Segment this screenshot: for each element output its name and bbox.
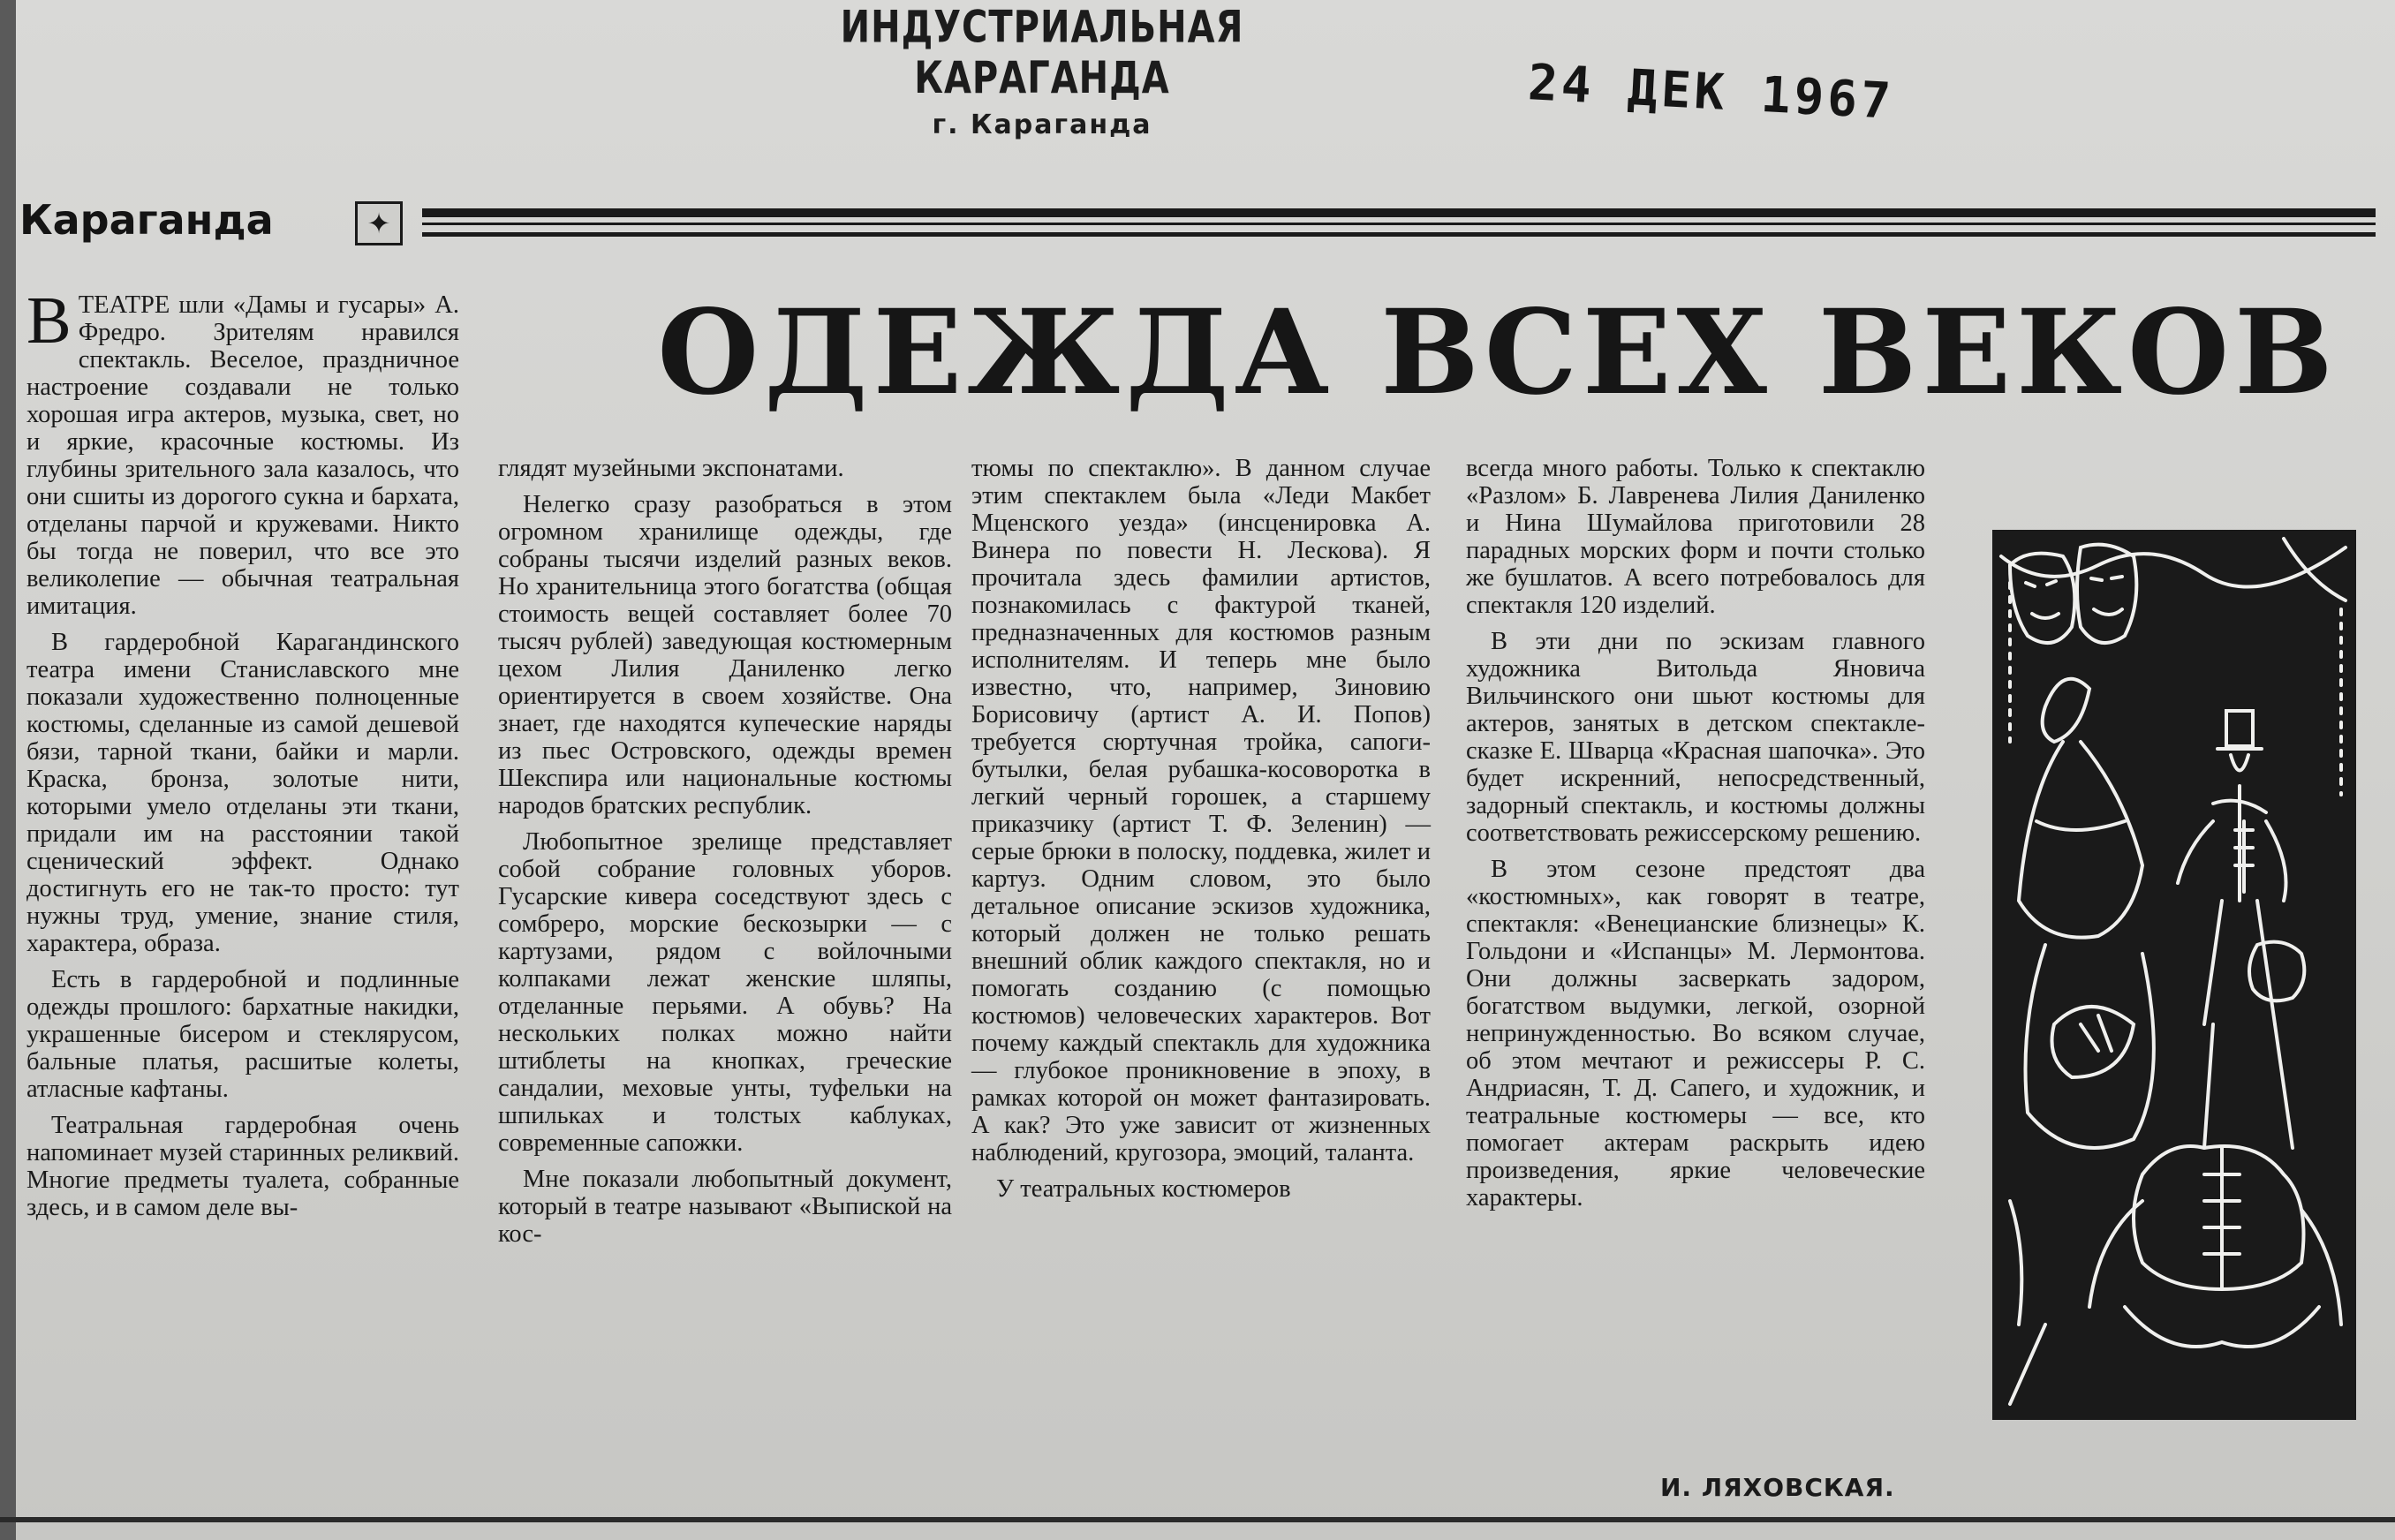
theater-costume-sketch-icon bbox=[1992, 530, 2356, 1420]
article-column-1 bbox=[26, 283, 459, 1230]
costume-illustration bbox=[1992, 530, 2356, 1420]
header-rule bbox=[422, 208, 2376, 237]
masthead-stamp bbox=[777, 2, 1307, 140]
article-headline: ОДЕЖДА ВСЕХ ВЕКОВ bbox=[657, 284, 2338, 421]
paragraph: В гардеробной Карагандинского театра имени Станиславского мне показали художественно полноценные костюмы, сделанные из самой дешевой бязи, тарной ткани, байки и марли. Краска, бронза, золотые нити, которыми умело отделаны эти ткани, придали им на расстоянии такой сценический эффект. Однако достигнуть его не так-то просто: тут нужны труд, умение, знание стиля, характера, образа. bbox=[26, 629, 459, 957]
paragraph: всегда много работы. Только к спектаклю «Разлом» Б. Лавренева Лилия Даниленко и Нина Шумайлова приготовили 28 парадных морских форм и почти столько же бушлатов. А всего потребовалось для спектакля 120 изделий. bbox=[1466, 455, 1925, 619]
paragraph: глядят музейными экспонатами. bbox=[498, 455, 844, 482]
star-emblem-icon: ✦ bbox=[355, 201, 403, 245]
rubric-label: Караганда bbox=[19, 196, 274, 244]
paragraph: Есть в гардеробной и подлинные одежды прошлого: бархатные накидки, украшенные бисером и стеклярусом, бальные платья, расшитые колеты, атласные кафтаны. bbox=[26, 966, 459, 1103]
article-column-2 bbox=[498, 455, 952, 1257]
article-column-3 bbox=[971, 455, 1431, 1212]
paragraph: В эти дни по эскизам главного художника Витольда Яновича Вильчинского они шьют костюмы для актеров, занятых в детском спектакле-сказке Е. Шварца «Красная шапочка». Это будет искренний, непосредственный, задорный спектакль, и костюмы должны соответствовать режиссерскому решению. bbox=[1466, 628, 1925, 847]
newspaper-name: ИНДУСТРИАЛЬНАЯ КАРАГАНДА bbox=[840, 2, 1244, 104]
paragraph: Любопытное зрелище представляет собой собрание головных уборов. Гусарские кивера соседствуют здесь с сомбреро, морские бескозырки — с картузами, рядом с войлочными колпаками лежат женские шляпы, отделанные перьями. А обувь? На нескольких полках можно найти штиблеты на кнопках, греческие сандалии, меховые унты, туфельки на шпильках и толстых каблуках, современные сапожки. bbox=[498, 828, 952, 1157]
paragraph: Театральная гардеробная очень напоминает музей старинных реликвий. Многие предметы туалета, собранные здесь, и в самом деле вы- bbox=[26, 1112, 459, 1221]
newspaper-city: г. Караганда bbox=[932, 109, 1152, 140]
date-stamp: 24 ДЕК 1967 bbox=[1526, 54, 1896, 131]
paragraph: У театральных костюмеров bbox=[996, 1175, 1291, 1203]
bottom-edge bbox=[0, 1517, 2395, 1522]
article-column-4 bbox=[1466, 455, 1925, 1220]
paragraph: В этом сезоне предстоят два «костюмных», как говорят в театре, спектакля: «Венецианские близнецы» К. Гольдони и «Испанцы» М. Лермонтова. Они должны засверкать задором, богатством выдумки, легкой, озорной непринужденностью. Во всяком случае, об этом мечтают и режиссеры Р. С. Андриасян, Т. Д. Сапего, и художник, и театральные костюмеры — все, кто помогает актерам раскрыть идею произведения, яркие человеческие характеры. bbox=[1466, 856, 1925, 1212]
author-signature: И. ЛЯХОВСКАЯ. bbox=[1660, 1473, 1895, 1502]
paragraph: ТЕАТРЕ шли «Дамы и гусары» А. Фредро. Зрителям нравился спектакль. Веселое, праздничное настроение создавали не только хорошая игра актеров, музыка, свет, но и яркие, красочные костюмы. Из глубины зрительного зала казалось, что они сшиты из дорогого сукна и бархата, отделаны парчой и кружевами. Никто бы тогда не поверил, что все это великолепие — обычная театральная имитация. bbox=[26, 291, 459, 620]
paragraph: тюмы по спектаклю». В данном случае этим спектаклем была «Леди Макбет Мценского уезда» (инсценировка А. Винера по повести Н. Лескова). Я прочитала здесь фамилии артистов, познакомилась с фактурой тканей, предназначенных для костюмов разным исполнителям. И теперь мне было известно, что, например, Зиновию Борисовичу (артист А. И. Попов) требуется сюртучная тройка, сапоги-бутылки, белая рубашка-косоворотка в легкий черный горошек, а старшему приказчику (артист Т. Ф. Зеленин) — серые брюки в полоску, поддевка, жилет и картуз. Одним словом, это было детальное описание эскизов художника, который должен не только решать внешний облик каждого спектакля, но и помогать созданию (с помощью костюмов) человеческих характеров. Вот почему каждый спектакль для художника — глубокое проникновение в эпоху, в рамках которой он может фантазировать. А как? Это уже зависит от жизненных наблюдений, кругозора, эмоций, таланта. bbox=[971, 455, 1431, 1166]
drop-cap: В bbox=[26, 283, 72, 358]
paragraph: Мне показали любопытный документ, который в театре называют «Выпиской на кос- bbox=[498, 1166, 952, 1248]
paragraph: Нелегко сразу разобраться в этом огромном хранилище одежды, где собраны тысячи изделий разных веков. Но хранительница этого богатства (общая стоимость вещей составляет более 70 тысяч рублей) заведующая костюмерным цехом Лилия Даниленко легко ориентируется в своем хозяйстве. Она знает, где находятся купеческие наряды из пьес Островского, одежды времен Шекспира или национальные костюмы народов братских республик. bbox=[498, 491, 952, 819]
